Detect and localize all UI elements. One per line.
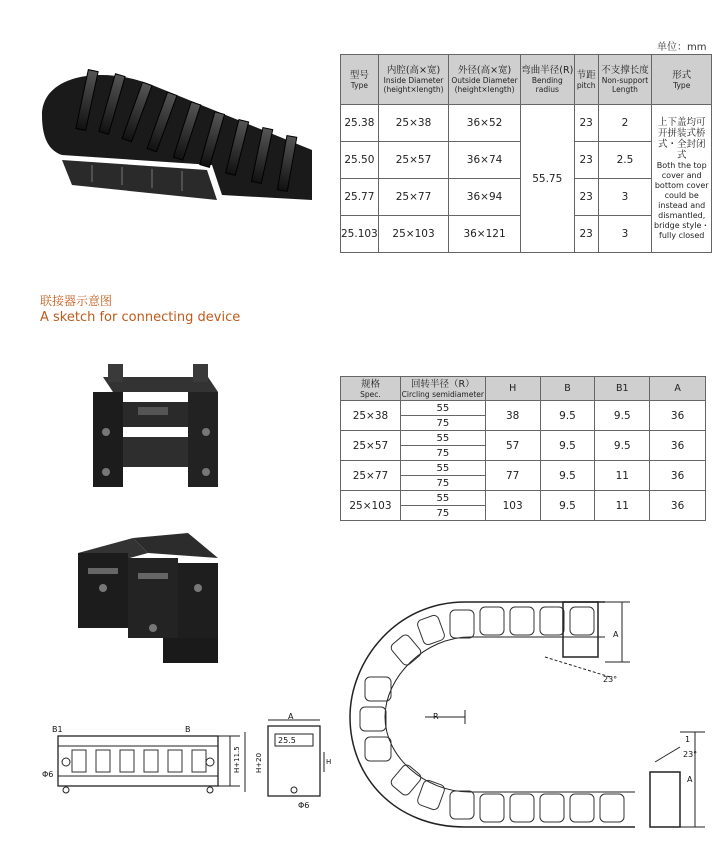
section-title-en: A sketch for connecting device <box>40 310 241 325</box>
section-title-cn: 联接器示意图 <box>40 294 113 308</box>
th-h: H <box>485 377 540 401</box>
label-255: 25.5 <box>278 736 296 745</box>
cell-pitch: 23 <box>574 216 598 253</box>
cell-b: 9.5 <box>540 401 595 431</box>
label-one: 1 <box>685 735 691 744</box>
table-row <box>341 105 712 142</box>
unit-label: 单位：mm <box>657 42 707 53</box>
cell-spec: 25×77 <box>341 461 401 491</box>
cell-a: 36 <box>650 431 706 461</box>
label-h115: H+11.5 <box>233 746 241 773</box>
cell-b: 9.5 <box>540 431 595 461</box>
cell-length: 2 <box>598 105 652 142</box>
cell-outside: 36×121 <box>449 216 521 253</box>
cell-r: 55 <box>400 461 485 476</box>
cell-spec: 25×103 <box>341 491 401 521</box>
cell-b1: 9.5 <box>595 431 650 461</box>
cell-r: 55 <box>400 491 485 506</box>
label-r: R <box>433 712 439 721</box>
cell-r: 55 <box>400 431 485 446</box>
spec-table <box>340 54 712 253</box>
label-angle-top: 23° <box>603 675 618 684</box>
cell-length: 3 <box>598 179 652 216</box>
side-view-drawing <box>40 722 263 802</box>
th-b1: B1 <box>595 377 650 401</box>
cell-length: 2.5 <box>598 142 652 179</box>
cell-spec: 25×57 <box>341 431 401 461</box>
cell-form: 上下盖均可开拼装式桥式・全封闭式 Both the top cover and bottom cover could be instead and dismantled, bridge style・fully closed <box>652 105 712 253</box>
cell-h: 57 <box>485 431 540 461</box>
cell-outside: 36×94 <box>449 179 521 216</box>
cell-type: 25.77 <box>341 179 379 216</box>
label-phi6-left: Φ6 <box>42 770 54 779</box>
cell-r: 75 <box>400 416 485 431</box>
th-outside: 外径(高×宽) Outside Diameter (height×length) <box>449 55 521 105</box>
th-b: B <box>540 377 595 401</box>
cell-b: 9.5 <box>540 461 595 491</box>
th-pitch: 节距 pitch <box>574 55 598 105</box>
label-a-top: A <box>613 630 619 639</box>
connector-table <box>340 376 706 521</box>
cell-h: 38 <box>485 401 540 431</box>
th-radius: 弯曲半径(R) Bending radius <box>520 55 574 105</box>
chain-bend-drawing <box>345 582 715 844</box>
table-row <box>341 491 706 506</box>
th-a: A <box>650 377 706 401</box>
table-row <box>341 431 706 446</box>
cell-outside: 36×74 <box>449 142 521 179</box>
cell-b: 9.5 <box>540 491 595 521</box>
cell-radius: 55.75 <box>520 105 574 253</box>
cell-inside: 25×103 <box>378 216 449 253</box>
label-a-end: A <box>288 712 294 721</box>
cell-r: 75 <box>400 476 485 491</box>
cell-inside: 25×38 <box>378 105 449 142</box>
cell-pitch: 23 <box>574 179 598 216</box>
cell-b1: 11 <box>595 491 650 521</box>
th-inside: 内腔(高×宽) Inside Diameter (height×length) <box>378 55 449 105</box>
label-b1: B1 <box>52 725 63 734</box>
th-length: 不支撑长度 Non-support Length <box>598 55 652 105</box>
connector-photo-2 <box>68 528 228 668</box>
cell-pitch: 23 <box>574 142 598 179</box>
cell-length: 3 <box>598 216 652 253</box>
connector-photo-1 <box>78 362 223 497</box>
cell-r: 75 <box>400 446 485 461</box>
cell-inside: 25×57 <box>378 142 449 179</box>
spec-table-header <box>341 55 712 105</box>
cell-pitch: 23 <box>574 105 598 142</box>
cell-inside: 25×77 <box>378 179 449 216</box>
cell-outside: 36×52 <box>449 105 521 142</box>
end-view-drawing <box>260 712 335 812</box>
cell-b1: 11 <box>595 461 650 491</box>
label-h-end: H <box>326 758 332 766</box>
table-row <box>341 461 706 476</box>
cell-type: 25.103 <box>341 216 379 253</box>
label-b: B <box>185 725 191 734</box>
cell-type: 25.50 <box>341 142 379 179</box>
cell-r: 55 <box>400 401 485 416</box>
cell-spec: 25×38 <box>341 401 401 431</box>
label-phi6-end: Φ6 <box>298 801 310 810</box>
label-a-right: A <box>687 775 693 784</box>
cell-a: 36 <box>650 461 706 491</box>
label-angle-bottom: 23° <box>683 750 698 759</box>
cell-r: 75 <box>400 506 485 521</box>
table-row <box>341 401 706 416</box>
th-type: 型号 Type <box>341 55 379 105</box>
th-spec: 规格 Spec. <box>341 377 401 401</box>
cell-type: 25.38 <box>341 105 379 142</box>
cell-h: 103 <box>485 491 540 521</box>
drag-chain-photo <box>22 60 322 220</box>
label-h20: H+20 <box>255 752 263 773</box>
connector-table-header <box>341 377 706 401</box>
cell-h: 77 <box>485 461 540 491</box>
cell-b1: 9.5 <box>595 401 650 431</box>
th-semidiameter: 回转半径（R） Circling semidiameter <box>401 378 484 399</box>
th-form: 形式 Type <box>652 55 712 105</box>
cell-a: 36 <box>650 401 706 431</box>
cell-a: 36 <box>650 491 706 521</box>
